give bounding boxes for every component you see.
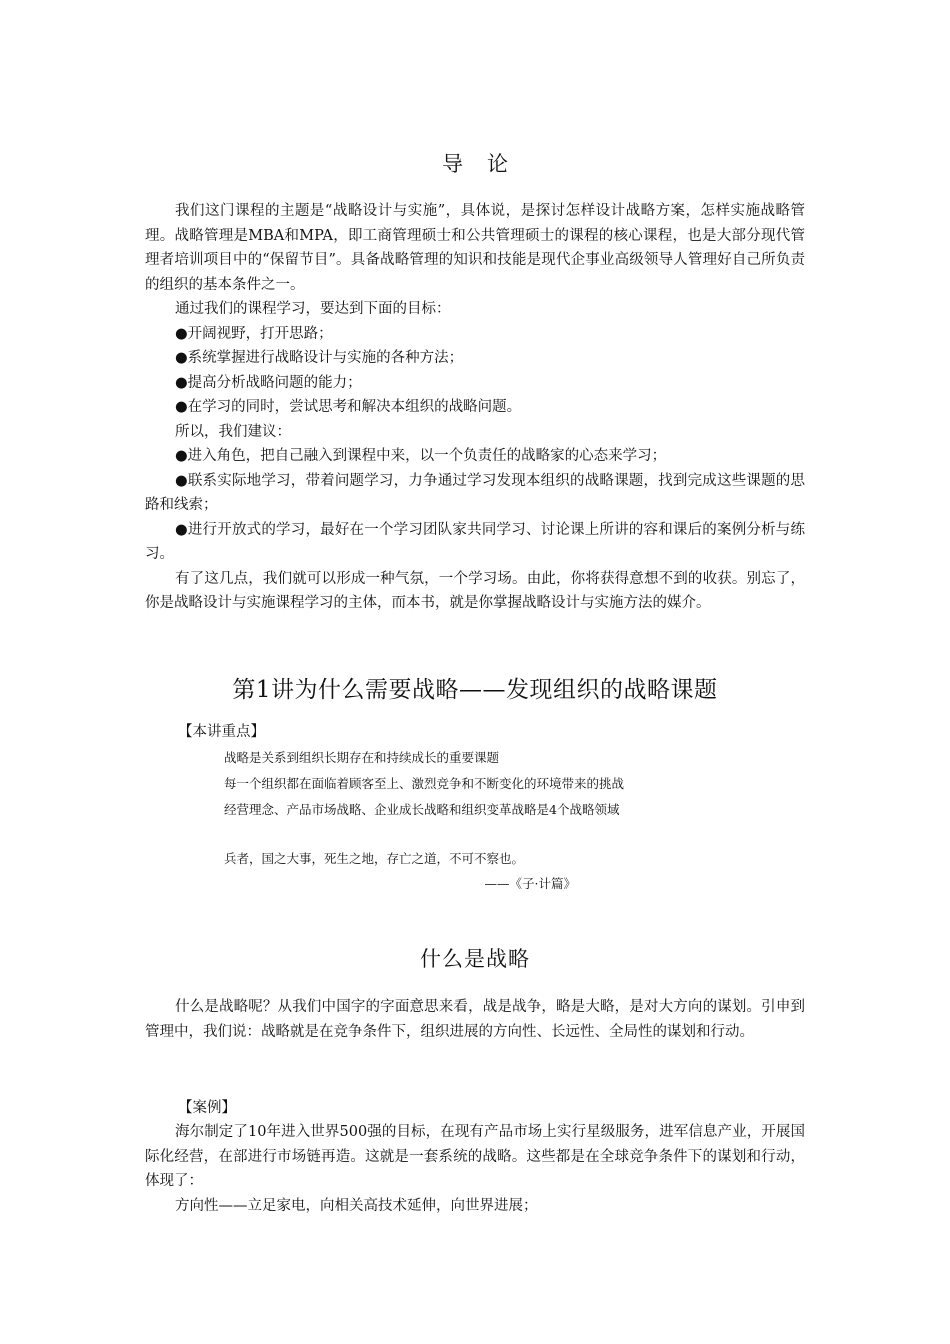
intro-paragraph: 我们这门课程的主题是“战略设计与实施”，具体说，是探讨怎样设计战略方案，怎样实施战略管理。战略管理是MBA和MPA，即工商管理硕士和公共管理硕士的课程的核心课程，也是大部分现代管理者培训项目中的“保留节目”。具备战略管理的知识和技能是现代企事业高级领导人管理好自己所负责的组织的基本条件之一。 [145, 203, 805, 293]
keypoint-item: 经营理念、产品市场战略、企业成长战略和组织变革战略是4个战略领域 [224, 802, 620, 817]
goal-item: ●在学习的同时，尝试思考和解决本组织的战略问题。 [175, 399, 522, 415]
intro-paragraph: 通过我们的课程学习，要达到下面的目标： [175, 301, 451, 317]
lecture-title: 第1讲为什么需要战略——发现组织的战略课题 [232, 677, 718, 703]
section-body [145, 995, 805, 1044]
section-paragraph: 什么是战略呢？从我们中国字的字面意思来看，战是战争，略是大略，是对大方向的谋划。引申到管理中，我们说：战略就是在竞争条件下，组织进展的方向性、长远性、全局性的谋划和行动。 [145, 999, 805, 1040]
suggestion-item: ●进入角色，把自己融入到课程中来，以一个负责任的战略家的心态来学习； [175, 448, 667, 464]
case-paragraph: 海尔制定了10年进入世界500强的目标，在现有产品市场上实行星级服务，进军信息产业，开展国际化经营，在部进行市场链再造。这就是一套系统的战略。这些都是在全球竞争条件下的谋划和行动，体现了： [145, 1124, 805, 1189]
case-label: 【案例】 [178, 1100, 236, 1116]
keypoint-item: 战略是关系到组织长期存在和持续成长的重要课题 [224, 750, 500, 765]
suggestion-item: ●进行开放式的学习，最好在一个学习团队家共同学习、讨论课上所讲的容和课后的案例分析与练习。 [145, 521, 805, 562]
intro-body [145, 199, 805, 616]
epigraph-source: ——《子·计篇》 [484, 876, 576, 891]
case-body [145, 1120, 805, 1218]
case-paragraph: 方向性——立足家电，向相关高技术延伸，向世界进展； [175, 1197, 538, 1214]
goal-item: ●系统掌握进行战略设计与实施的各种方法； [175, 350, 464, 366]
intro-title: 导论 [442, 152, 532, 176]
keypoint-item: 每一个组织都在面临着顾客至上、激烈竞争和不断变化的环境带来的挑战 [224, 776, 625, 791]
keypoints-list [224, 745, 624, 823]
section-title: 什么是战略 [420, 947, 530, 971]
epigraph-quote: 兵者，国之大事，死生之地，存亡之道，不可不察也。 [224, 851, 525, 866]
keypoints-label: 【本讲重点】 [178, 724, 265, 740]
goal-item: ●提高分析战略问题的能力； [175, 374, 362, 391]
intro-paragraph: 所以，我们建议： [175, 423, 291, 440]
intro-paragraph: 有了这几点，我们就可以形成一种气氛，一个学习场。由此，你将获得意想不到的收获。别忘了，你是战略设计与实施课程学习的主体，而本书，就是你掌握战略设计与实施方法的媒介。 [145, 570, 805, 611]
goal-item: ●开阔视野，打开思路； [175, 325, 333, 342]
suggestion-item: ●联系实际地学习，带着问题学习，力争通过学习发现本组织的战略课题，找到完成这些课题的思路和线索； [145, 472, 805, 513]
